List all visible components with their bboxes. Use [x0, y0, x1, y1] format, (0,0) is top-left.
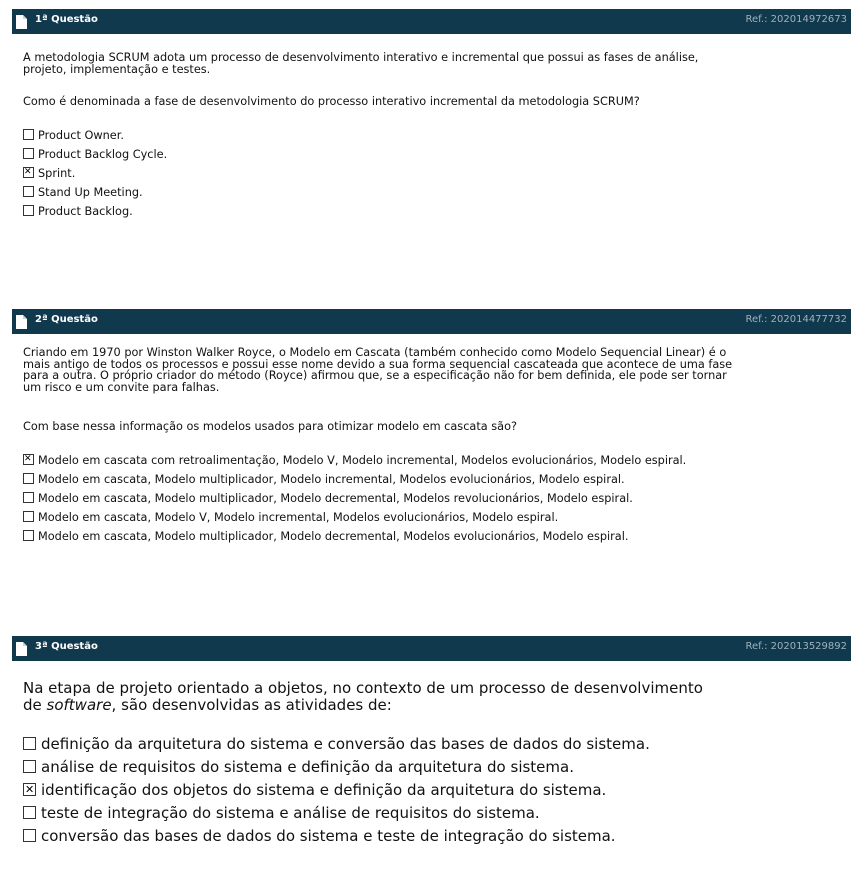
- question-2-ref: Ref.: 202014477732: [745, 314, 847, 325]
- checkbox[interactable]: [23, 129, 34, 140]
- checkbox[interactable]: [23, 829, 36, 842]
- question-1-option[interactable]: ✕Sprint.: [23, 167, 75, 181]
- checkbox[interactable]: [23, 205, 34, 216]
- question-2-title: 2ª Questão: [35, 314, 98, 325]
- question-1-header: [12, 9, 851, 34]
- question-1-ref: Ref.: 202014972673: [745, 14, 847, 25]
- checkbox[interactable]: [23, 186, 34, 197]
- question-3-option[interactable]: conversão das bases de dados do sistema e teste de integração do sistema.: [23, 827, 616, 846]
- question-1-prompt: Como é denominada a fase de desenvolvimento do processo interativo incremental da metodologia SCRUM?: [23, 95, 640, 108]
- question-2-option[interactable]: Modelo em cascata, Modelo V, Modelo incremental, Modelos evolucionários, Modelo espiral.: [23, 511, 558, 525]
- question-2-prompt: Com base nessa informação os modelos usados para otimizar modelo em cascata são?: [23, 420, 517, 433]
- checkbox[interactable]: [23, 530, 34, 541]
- question-2-option[interactable]: Modelo em cascata, Modelo multiplicador, Modelo decremental, Modelos evolucionários, Modelo espiral.: [23, 530, 628, 544]
- question-3-option[interactable]: ✕identificação dos objetos do sistema e definição da arquitetura do sistema.: [23, 781, 606, 800]
- document-icon: [16, 315, 27, 329]
- question-1-title: 1ª Questão: [35, 14, 98, 25]
- document-icon: [16, 642, 27, 656]
- question-3-option[interactable]: definição da arquitetura do sistema e conversão das bases de dados do sistema.: [23, 735, 650, 754]
- question-1-statement: A metodologia SCRUM adota um processo de desenvolvimento interativo e incremental que possui as fases de análise, projeto, implementação e testes.: [23, 51, 699, 76]
- question-1-option[interactable]: Product Backlog Cycle.: [23, 148, 167, 162]
- question-1-option[interactable]: Stand Up Meeting.: [23, 186, 143, 200]
- question-3-header: [12, 636, 851, 661]
- question-1-option[interactable]: Product Backlog.: [23, 205, 133, 219]
- checkbox[interactable]: [23, 148, 34, 159]
- question-3-option[interactable]: análise de requisitos do sistema e definição da arquitetura do sistema.: [23, 758, 574, 777]
- question-2-option[interactable]: ✕Modelo em cascata com retroalimentação, Modelo V, Modelo incremental, Modelos evolucionários, Modelo espiral.: [23, 454, 686, 468]
- checkbox[interactable]: [23, 492, 34, 503]
- question-3-ref: Ref.: 202013529892: [745, 641, 847, 652]
- checkbox-checked[interactable]: [23, 783, 36, 796]
- question-2-option[interactable]: Modelo em cascata, Modelo multiplicador, Modelo decremental, Modelos revolucionários, Modelo espiral.: [23, 492, 633, 506]
- checkbox-checked[interactable]: [23, 167, 34, 178]
- question-3-statement: Na etapa de projeto orientado a objetos, no contexto de um processo de desenvolvimento de software, são desenvolvidas as atividades de:: [23, 679, 703, 714]
- question-1-option[interactable]: Product Owner.: [23, 129, 124, 143]
- checkbox[interactable]: [23, 737, 36, 750]
- question-3-option[interactable]: teste de integração do sistema e análise de requisitos do sistema.: [23, 804, 540, 823]
- question-2-header: [12, 309, 851, 334]
- question-2-statement: Criando em 1970 por Winston Walker Royce, o Modelo em Cascata (também conhecido como Modelo Sequencial Linear) é o mais antigo de todos os processos e possui esse nome devido a sua forma sequencial cascateada que acontece de uma fase para a outra. O próprio criador do método (Royce) afirmou que, se a especificação não for bem definida, ele pode ser tornar um risco e um convite para falhas.: [23, 346, 733, 394]
- checkbox[interactable]: [23, 806, 36, 819]
- question-2-option[interactable]: Modelo em cascata, Modelo multiplicador, Modelo incremental, Modelos evolucionários, Modelo espiral.: [23, 473, 625, 487]
- question-3-title: 3ª Questão: [35, 641, 98, 652]
- checkbox[interactable]: [23, 511, 34, 522]
- document-icon: [16, 15, 27, 29]
- checkbox[interactable]: [23, 473, 34, 484]
- checkbox-checked[interactable]: [23, 454, 34, 465]
- checkbox[interactable]: [23, 760, 36, 773]
